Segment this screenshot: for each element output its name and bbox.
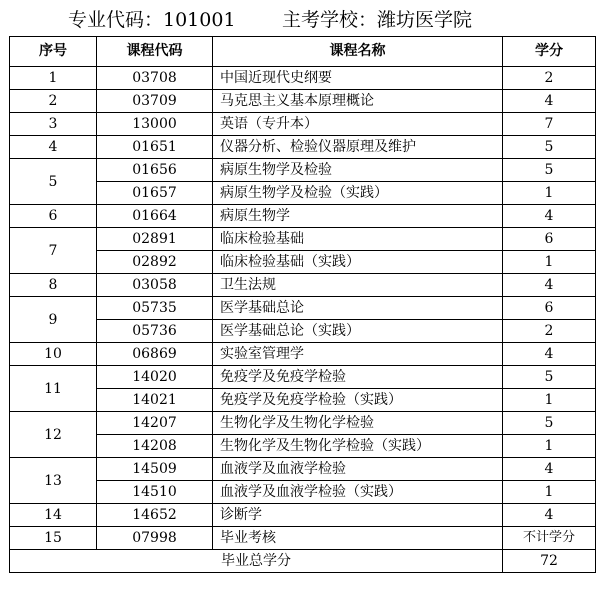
cell-seq: 13 — [10, 458, 97, 504]
school-name: 主考学校：潍坊医学院 — [282, 9, 473, 31]
total-row — [10, 550, 596, 573]
table-row — [10, 366, 596, 389]
cell-name: 中国近现代史纲要 — [213, 67, 503, 90]
cell-seq: 10 — [10, 343, 97, 366]
cell-code: 01657 — [97, 182, 213, 205]
cell-code: 05735 — [97, 297, 213, 320]
table-row — [10, 113, 596, 136]
cell-code: 03709 — [97, 90, 213, 113]
cell-name: 实验室管理学 — [213, 343, 503, 366]
cell-credit: 6 — [503, 228, 596, 251]
cell-name: 诊断学 — [213, 504, 503, 527]
table-row — [10, 159, 596, 182]
table-row — [10, 136, 596, 159]
cell-code: 14509 — [97, 458, 213, 481]
cell-seq: 14 — [10, 504, 97, 527]
table-row — [10, 481, 596, 504]
table-row — [10, 458, 596, 481]
cell-name: 血液学及血液学检验（实践） — [213, 481, 503, 504]
cell-code: 01651 — [97, 136, 213, 159]
cell-seq: 15 — [10, 527, 97, 550]
table-row — [10, 228, 596, 251]
table-row — [10, 389, 596, 412]
table-body — [10, 67, 596, 550]
header-code: 课程代码 — [97, 37, 213, 67]
cell-name: 临床检验基础（实践） — [213, 251, 503, 274]
cell-name: 病原生物学 — [213, 205, 503, 228]
cell-credit: 5 — [503, 136, 596, 159]
cell-credit: 4 — [503, 205, 596, 228]
cell-credit: 5 — [503, 412, 596, 435]
cell-credit: 4 — [503, 274, 596, 297]
cell-credit: 1 — [503, 251, 596, 274]
cell-credit: 1 — [503, 182, 596, 205]
table-row — [10, 527, 596, 550]
table-row — [10, 67, 596, 90]
cell-credit: 1 — [503, 435, 596, 458]
cell-name: 毕业考核 — [213, 527, 503, 550]
table-row — [10, 297, 596, 320]
cell-name: 免疫学及免疫学检验（实践） — [213, 389, 503, 412]
table-row — [10, 412, 596, 435]
document-header — [0, 6, 606, 34]
header-credit: 学分 — [503, 37, 596, 67]
cell-seq: 2 — [10, 90, 97, 113]
cell-code: 05736 — [97, 320, 213, 343]
header-seq: 序号 — [10, 37, 97, 67]
cell-name: 生物化学及生物化学检验（实践） — [213, 435, 503, 458]
cell-credit: 7 — [503, 113, 596, 136]
cell-code: 02892 — [97, 251, 213, 274]
cell-credit: 5 — [503, 366, 596, 389]
table-row — [10, 205, 596, 228]
cell-name: 生物化学及生物化学检验 — [213, 412, 503, 435]
table-header-row — [10, 37, 596, 67]
table-row — [10, 90, 596, 113]
table-row — [10, 182, 596, 205]
cell-code: 02891 — [97, 228, 213, 251]
cell-credit: 不计学分 — [503, 527, 596, 550]
cell-code: 03708 — [97, 67, 213, 90]
cell-seq: 5 — [10, 159, 97, 205]
cell-credit: 4 — [503, 458, 596, 481]
cell-code: 01656 — [97, 159, 213, 182]
cell-credit: 2 — [503, 67, 596, 90]
cell-name: 病原生物学及检验 — [213, 159, 503, 182]
cell-code: 14208 — [97, 435, 213, 458]
cell-code: 14021 — [97, 389, 213, 412]
cell-credit: 4 — [503, 343, 596, 366]
cell-credit: 4 — [503, 504, 596, 527]
cell-code: 01664 — [97, 205, 213, 228]
total-value: 72 — [503, 550, 596, 573]
cell-name: 马克思主义基本原理概论 — [213, 90, 503, 113]
cell-seq: 3 — [10, 113, 97, 136]
table-row — [10, 320, 596, 343]
cell-code: 03058 — [97, 274, 213, 297]
cell-credit: 5 — [503, 159, 596, 182]
cell-credit: 1 — [503, 481, 596, 504]
cell-credit: 2 — [503, 320, 596, 343]
cell-name: 仪器分析、检验仪器原理及维护 — [213, 136, 503, 159]
cell-code: 07998 — [97, 527, 213, 550]
table-row — [10, 435, 596, 458]
cell-seq: 1 — [10, 67, 97, 90]
cell-credit: 4 — [503, 90, 596, 113]
cell-name: 英语（专升本） — [213, 113, 503, 136]
cell-credit: 1 — [503, 389, 596, 412]
cell-code: 14207 — [97, 412, 213, 435]
cell-name: 免疫学及免疫学检验 — [213, 366, 503, 389]
cell-seq: 12 — [10, 412, 97, 458]
cell-code: 14510 — [97, 481, 213, 504]
cell-name: 血液学及血液学检验 — [213, 458, 503, 481]
cell-code: 06869 — [97, 343, 213, 366]
header-name: 课程名称 — [213, 37, 503, 67]
cell-name: 卫生法规 — [213, 274, 503, 297]
major-code: 专业代码：101001 — [68, 9, 236, 31]
cell-seq: 4 — [10, 136, 97, 159]
cell-name: 临床检验基础 — [213, 228, 503, 251]
cell-name: 医学基础总论（实践） — [213, 320, 503, 343]
cell-code: 13000 — [97, 113, 213, 136]
total-label: 毕业总学分 — [10, 550, 503, 573]
cell-seq: 11 — [10, 366, 97, 412]
cell-credit: 6 — [503, 297, 596, 320]
cell-seq: 9 — [10, 297, 97, 343]
cell-code: 14020 — [97, 366, 213, 389]
table-row — [10, 274, 596, 297]
cell-name: 医学基础总论 — [213, 297, 503, 320]
cell-code: 14652 — [97, 504, 213, 527]
cell-seq: 7 — [10, 228, 97, 274]
course-table — [9, 36, 596, 573]
cell-name: 病原生物学及检验（实践） — [213, 182, 503, 205]
table-row — [10, 251, 596, 274]
cell-seq: 6 — [10, 205, 97, 228]
table-row — [10, 343, 596, 366]
table-row — [10, 504, 596, 527]
cell-seq: 8 — [10, 274, 97, 297]
